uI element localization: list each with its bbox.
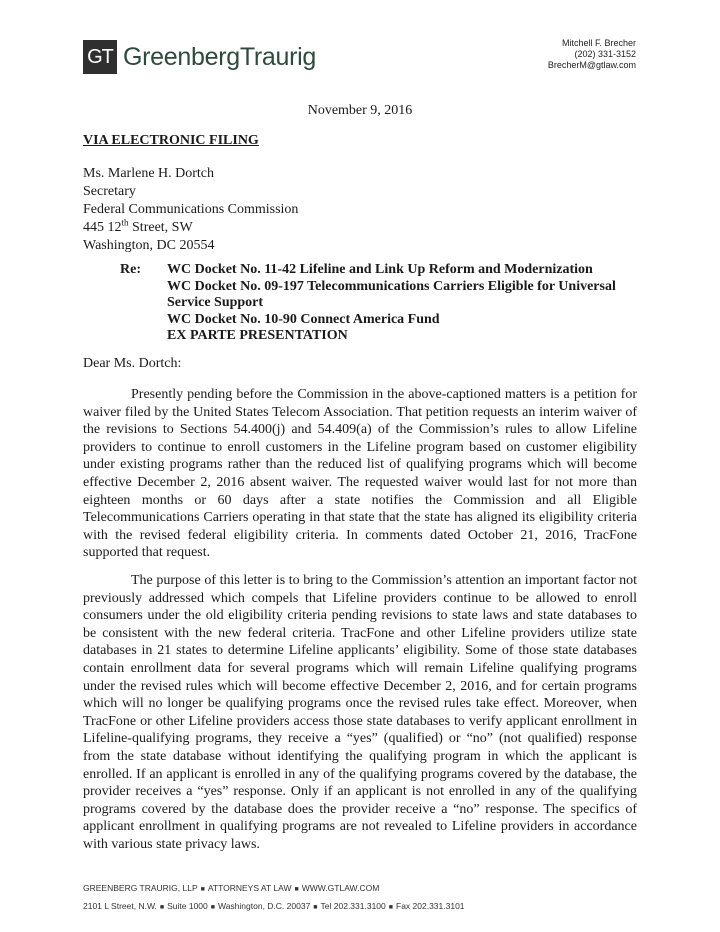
footer-line-2: 2101 L Street, N.W. ■ Suite 1000 ■ Washington, D.C. 20037 ■ Tel 202.331.3100 ■ Fax 202.331.3101	[83, 901, 465, 911]
footer-line-1: GREENBERG TRAURIG, LLP ■ ATTORNEYS AT LAW ■ WWW.GTLAW.COM	[83, 883, 380, 893]
recipient-title: Secretary	[83, 184, 136, 199]
delivery-method: VIA ELECTRONIC FILING	[83, 133, 259, 148]
recipient-name: Ms. Marlene H. Dortch	[83, 166, 215, 181]
body-paragraph-1: Presently pending before the Commission in the above-captioned matters is a petition for waiver filed by the United States Telecom Association. That petition requests an interim waiver of the revisions to Sections 54.400(j) and 54.409(a) of the Commission’s rules to allow Lifeline providers to continue to enroll customers in the Lifeline program based on customer eligibility under existing programs rather than the reduced list of qualifying programs which will become effective December 2, 2016 absent waiver. The requested waiver would last for not more than eighteen months or 60 days after a state notifies the Commission and all Eligible Telecommunications Carriers operating in that state that the state has aligned its eligibility criteria with the revised federal eligibility criteria. In comments dated October 21, 2016, TracFone supported that request.	[83, 387, 637, 561]
logo-firm-name: GreenbergTraurig	[123, 42, 316, 71]
re-line: WC Docket No. 10-90 Connect America Fund	[167, 311, 440, 327]
body-paragraph-2: The purpose of this letter is to bring to the Commission’s attention an important factor not previously addressed which compels that Lifeline providers continue to be allowed to enroll consumers under the old eligibility criteria pending revisions to state laws and state databases to be consistent with the new federal criteria. TracFone and other Lifeline providers utilize state databases in 21 states to determine Lifeline applicants’ eligibility. Some of those state databases contain enrollment data for several programs which will remain Lifeline qualifying programs under the revised rules which will become effective December 2, 2016, and for certain programs which will no longer be qualifying programs once the revised rules take effect. Moreover, when TracFone or other Lifeline providers access those state databases to verify applicant enrollment in Lifeline-qualifying programs, they receive a “yes” (qualified) or “no” (not qualified) response from the state database without identifying the qualifying program in which the applicant is enrolled. If an applicant is enrolled in any of the qualifying programs covered by the database, the provider receives a “yes” response. Only if an applicant is not enrolled in any of the qualifying programs covered by the database does the provider receive a “no” response. The specifics of applicant enrollment in qualifying programs are not revealed to Lifeline providers in accordance with various state privacy laws.	[83, 573, 637, 852]
logo-mark: GT	[83, 40, 117, 74]
re-line: WC Docket No. 11-42 Lifeline and Link Up Reform and Modernization	[167, 262, 593, 277]
salutation: Dear Ms. Dortch:	[83, 356, 182, 371]
re-line: Service Support	[167, 295, 264, 310]
recipient-address	[83, 165, 298, 255]
re-lines	[167, 262, 637, 345]
letter-date: November 9, 2016	[307, 103, 413, 118]
sender-contact-block	[548, 38, 636, 71]
re-line: EX PARTE PRESENTATION	[167, 328, 348, 343]
sender-name: Mitchell F. Brecher	[561, 38, 636, 48]
firm-logo	[83, 40, 316, 74]
sender-email: BrecherM@gtlaw.com	[547, 60, 636, 70]
sender-phone: (202) 331-3152	[574, 49, 636, 59]
recipient-street: 445 12th Street, SW	[83, 217, 193, 235]
re-label: Re:	[120, 262, 141, 277]
letter-footer	[83, 880, 465, 916]
re-line: WC Docket No. 09-197 Telecommunications Carriers Eligible for Universal	[167, 278, 616, 294]
recipient-org: Federal Communications Commission	[83, 202, 299, 217]
recipient-city: Washington, DC 20554	[83, 238, 215, 253]
